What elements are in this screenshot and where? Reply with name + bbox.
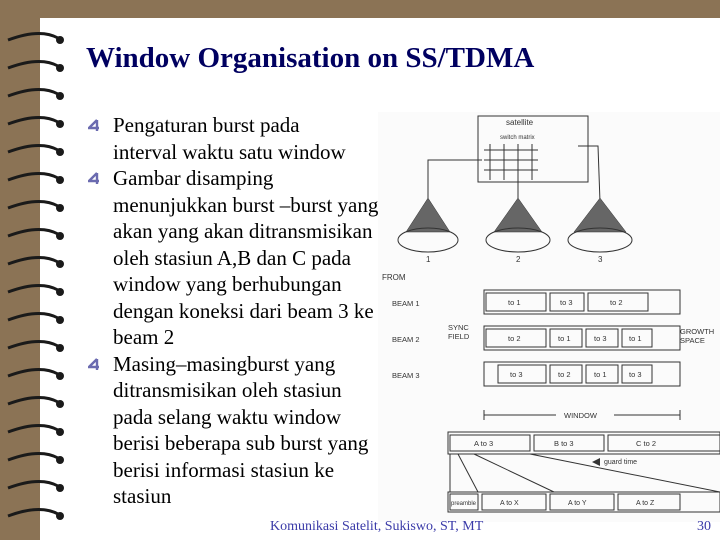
sub-cell: A to X bbox=[500, 500, 519, 507]
bullet-line: berisi informasi stasiun ke bbox=[113, 457, 335, 482]
window-cell: B to 3 bbox=[554, 439, 574, 448]
row-cell: to 2 bbox=[610, 298, 623, 307]
row-cell: to 2 bbox=[558, 370, 571, 379]
guard-label: guard time bbox=[604, 459, 638, 466]
beam-label-3: BEAM 3 bbox=[392, 371, 420, 380]
spiral-binding bbox=[0, 20, 70, 530]
row-cell: to 3 bbox=[560, 298, 573, 307]
footer-text: Komunikasi Satelit, Sukiswo, ST, MT bbox=[270, 519, 484, 534]
window-label: WINDOW bbox=[564, 411, 597, 420]
bullet-line: menunjukkan burst –burst yang bbox=[113, 192, 379, 217]
bullet-4-icon bbox=[88, 119, 101, 132]
binding-holes bbox=[56, 36, 64, 520]
switch-matrix-grid bbox=[484, 144, 538, 180]
guard-arrow-icon bbox=[592, 458, 600, 466]
bullet-line: beam 2 bbox=[113, 325, 175, 349]
bullet-line: oleh stasiun A,B dan C pada bbox=[113, 245, 351, 270]
from-label: FROM bbox=[382, 273, 406, 282]
row-cell: to 1 bbox=[594, 370, 607, 379]
row-cell: to 3 bbox=[629, 370, 642, 379]
bullet-line: stasiun bbox=[113, 484, 172, 508]
beam-feeds bbox=[428, 146, 600, 202]
bullet-4-icon bbox=[88, 358, 101, 371]
bullet-item bbox=[88, 165, 388, 351]
row-cell: to 1 bbox=[508, 298, 521, 307]
bullet-line: dengan koneksi dari beam 3 ke bbox=[113, 298, 374, 323]
beam-label-2: BEAM 2 bbox=[392, 335, 420, 344]
row-cell: to 1 bbox=[558, 334, 571, 343]
bullet-list bbox=[88, 112, 388, 510]
bullet-line: ditransmisikan oleh stasiun bbox=[113, 378, 342, 402]
bullet-line: pada selang waktu window bbox=[113, 404, 342, 429]
row-cell: to 2 bbox=[508, 334, 521, 343]
bullet-line: Gambar disamping bbox=[113, 166, 274, 190]
bullet-4-icon bbox=[88, 172, 101, 185]
bullet-line: berisi beberapa sub burst yang bbox=[113, 431, 369, 455]
sub-cell: A to Z bbox=[636, 500, 655, 507]
beam-number-2: 2 bbox=[516, 255, 521, 264]
satellite-label: satellite bbox=[506, 118, 534, 127]
slide-title: Window Organisation on SS/TDMA bbox=[86, 42, 535, 74]
beam-cones bbox=[406, 198, 626, 232]
beam-number-3: 3 bbox=[598, 255, 603, 264]
window-cell: A to 3 bbox=[474, 439, 494, 448]
row-cell: to 3 bbox=[510, 370, 523, 379]
bullet-line: Pengaturan burst pada bbox=[113, 113, 300, 137]
sync-label: SYNC FIELD bbox=[448, 323, 470, 341]
bullet-line: window yang berhubungan bbox=[113, 272, 342, 296]
sub-cell: preamble bbox=[451, 501, 477, 507]
bullet-line: akan yang akan ditransmisikan bbox=[113, 219, 373, 243]
bullet-item bbox=[88, 112, 388, 165]
switch-label: switch matrix bbox=[500, 135, 535, 141]
row-cell: to 1 bbox=[629, 334, 642, 343]
tdma-window-figure bbox=[378, 112, 720, 522]
page-number: 30 bbox=[697, 519, 711, 534]
bullet-item bbox=[88, 351, 388, 510]
window-cell: C to 2 bbox=[636, 439, 657, 448]
sub-cell: A to Y bbox=[568, 500, 587, 507]
beam-number-1: 1 bbox=[426, 255, 431, 264]
bullet-line: Masing–masingburst yang bbox=[113, 351, 336, 376]
beam-label-1: BEAM 1 bbox=[392, 299, 420, 308]
bullet-line: interval waktu satu window bbox=[113, 139, 346, 164]
binding-rings bbox=[8, 33, 58, 516]
row-cell: to 3 bbox=[594, 334, 607, 343]
growth-label: GROWTH SPACE bbox=[680, 327, 715, 345]
expansion-lines bbox=[450, 454, 720, 492]
